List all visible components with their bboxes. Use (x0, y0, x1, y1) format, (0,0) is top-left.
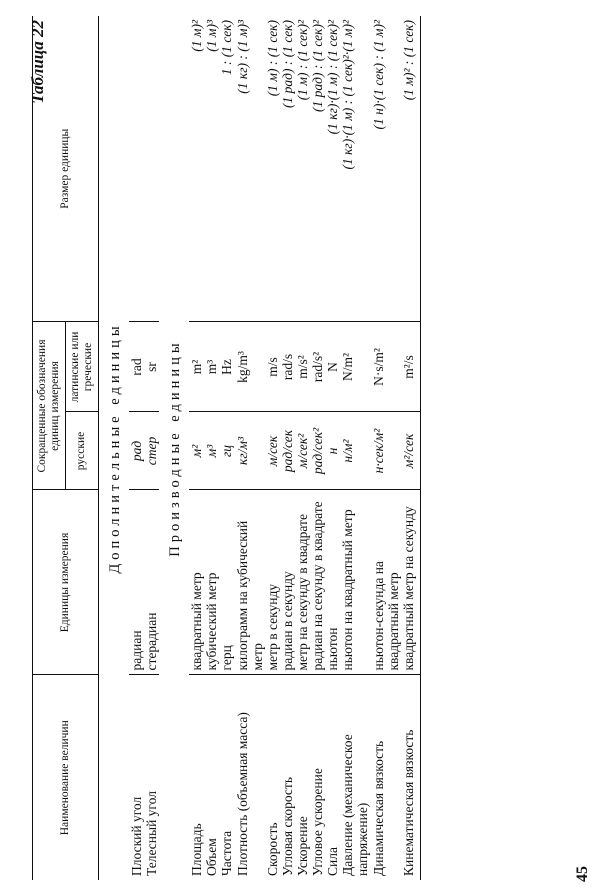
unit-name: метр на секунду в квадрате (295, 490, 310, 675)
russian-symbol: рад (129, 412, 144, 490)
table-row (340, 16, 370, 880)
latin-symbol: kg/m³ (235, 322, 265, 412)
quantity-name: Телесный угол (143, 791, 159, 876)
table-row (371, 16, 401, 880)
table-row (144, 16, 159, 880)
unit-name: ньютон (325, 490, 340, 675)
latin-symbol: m²/s (401, 322, 421, 412)
latin-symbol: Hz (219, 322, 234, 412)
table-row (219, 16, 234, 880)
latin-symbol: m³ (204, 322, 219, 412)
unit-name: радиан (129, 490, 144, 675)
quantity-name: Давление (механическое напряжение) (340, 734, 371, 876)
latin-symbol: N (325, 322, 340, 412)
unit-name: радиан на секунду в квадрате (310, 490, 325, 675)
unit-size: (1 м)² (189, 16, 204, 322)
unit-size: (1 рад) : (1 сек) (280, 16, 295, 322)
russian-symbol: гц (219, 412, 234, 490)
header-unit: Единицы измерения (33, 490, 99, 675)
quantity-name: Объем (204, 838, 220, 876)
table-row (265, 16, 280, 880)
table-row (295, 16, 310, 880)
unit-name: килограмм на кубический метр (235, 490, 265, 675)
latin-symbol: m/s (265, 322, 280, 412)
unit-name: квадратный метр (189, 490, 204, 675)
russian-symbol: м/сек (265, 412, 280, 490)
table-row (129, 16, 144, 880)
table-title: Таблица 22 (28, 20, 47, 104)
unit-size: (1 м) : (1 сек)² (295, 16, 310, 322)
unit-size: (1 н)·(1 сек) : (1 м)² (371, 16, 401, 322)
table-row (189, 16, 204, 880)
quantity-name: Плотность (объемная масса) (234, 712, 250, 876)
quantity-name: Плоский угол (128, 796, 144, 876)
unit-size (144, 16, 159, 322)
quantity-name: Частота (219, 830, 235, 876)
table-row (280, 16, 295, 880)
unit-name: радиан в секунду (280, 490, 295, 675)
header-name: Наименование величин (33, 675, 99, 880)
russian-symbol: кг/м³ (235, 412, 265, 490)
quantity-name: Площадь (189, 823, 205, 876)
quantity-name: Скорость (264, 822, 280, 876)
unit-size: (1 м) : (1 сек) (265, 16, 280, 322)
unit-size: (1 кг) : (1 м)³ (235, 16, 265, 322)
table-row (325, 16, 340, 880)
latin-symbol: m² (189, 322, 204, 412)
russian-symbol: м/сек² (295, 412, 310, 490)
quantity-name: Ускорение (294, 816, 310, 876)
header-abbr: Сокращенные обозначения единиц измерения (33, 322, 66, 490)
table-row (310, 16, 325, 880)
table-body (98, 16, 420, 880)
unit-size (129, 16, 144, 322)
header-latin: латинские или греческие (65, 322, 98, 412)
quantity-name: Угловое ускорение (310, 768, 326, 876)
unit-size: 1 : (1 сек) (219, 16, 234, 322)
latin-symbol: rad (129, 322, 144, 412)
russian-symbol: н/м² (340, 412, 370, 490)
units-table (32, 16, 421, 880)
latin-symbol: rad/s (280, 322, 295, 412)
latin-symbol: sr (144, 322, 159, 412)
section-row (159, 16, 189, 880)
table-row (204, 16, 219, 880)
header-size: Размер единицы (33, 16, 99, 322)
unit-name: герц (219, 490, 234, 675)
unit-name: кубический метр (204, 490, 219, 675)
unit-size: (1 м)² : (1 сек) (401, 16, 421, 322)
section-supplementary: Дополнительные единицы (106, 322, 123, 574)
header-russian: русские (65, 412, 98, 490)
quantity-name: Угловая скорость (279, 777, 295, 876)
quantity-name: Динамическая вязкость (370, 740, 386, 876)
quantity-name: Сила (325, 847, 341, 876)
latin-symbol: rad/s² (310, 322, 325, 412)
unit-name: ньютон-секунда на квадратный метр (371, 490, 401, 675)
russian-symbol: н (325, 412, 340, 490)
unit-name: квадратный метр на секунду (401, 490, 421, 675)
page-number: 45 (574, 866, 591, 882)
section-derived: Производные единицы (166, 339, 183, 557)
russian-symbol: стер (144, 412, 159, 490)
unit-name: стерадиан (144, 490, 159, 675)
unit-size: (1 кг)·(1 м) : (1 сек)²·(1 м)² (340, 16, 370, 322)
russian-symbol: м²/сек (401, 412, 421, 490)
unit-name: метр в секунду (265, 490, 280, 675)
unit-size: (1 м)³ (204, 16, 219, 322)
russian-symbol: рад/сек² (310, 412, 325, 490)
latin-symbol: m/s² (295, 322, 310, 412)
unit-size: (1 кг)·(1 м) : (1 сек)² (325, 16, 340, 322)
latin-symbol: N·s/m² (371, 322, 401, 412)
table-row (235, 16, 265, 880)
unit-size: (1 рад) : (1 сек)² (310, 16, 325, 322)
section-row (98, 16, 129, 880)
russian-symbol: н·сек/м² (371, 412, 401, 490)
quantity-name: Кинематическая вязкость (401, 675, 421, 880)
unit-name: ньютон на квадратный метр (340, 490, 370, 675)
russian-symbol: рад/сек (280, 412, 295, 490)
russian-symbol: м² (189, 412, 204, 490)
latin-symbol: N/m² (340, 322, 370, 412)
table-row (401, 16, 421, 880)
russian-symbol: м³ (204, 412, 219, 490)
